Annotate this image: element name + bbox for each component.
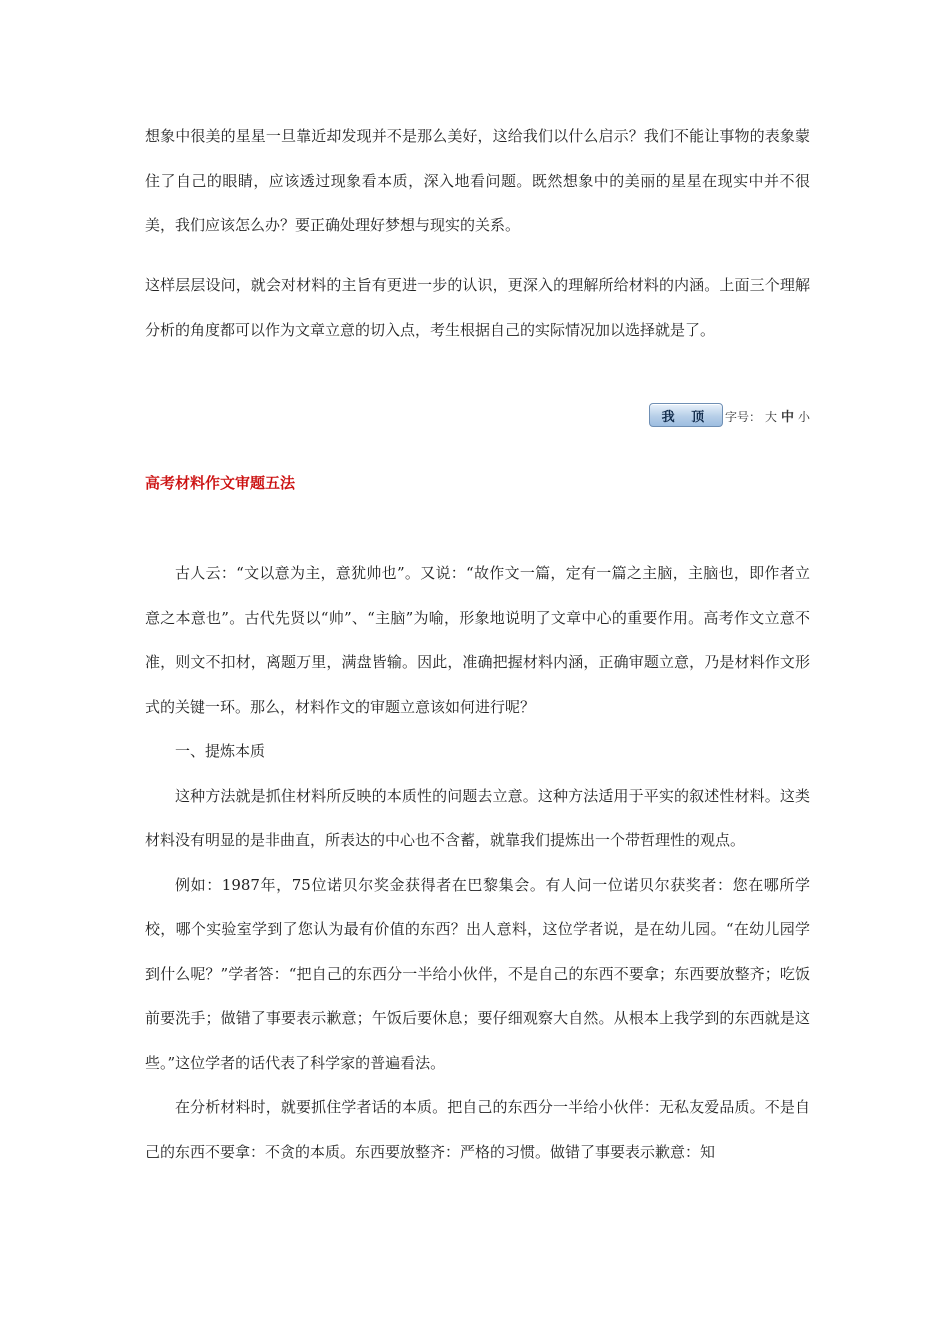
article-paragraph: 在分析材料时，就要抓住学者话的本质。把自己的东西分一半给小伙伴：无私友爱品质。不是自己的东西不要拿：不贪的本质。东西要放整齐：严格的习惯。做错了事要表示歉意：知: [145, 1098, 810, 1161]
article-toolbar: [649, 403, 810, 427]
previous-article-paragraph-1: [145, 114, 810, 248]
paragraph: 想象中很美的星星一旦靠近却发现并不是那么美好，这给我们以什么启示？我们不能让事物的表象蒙住了自己的眼睛，应该透过现象看本质，深入地看问题。既然想象中的美丽的星星在现实中并不很美，我们应该怎么办？要正确处理好梦想与现实的关系。: [145, 127, 810, 234]
article-paragraph: 这种方法就是抓住材料所反映的本质性的问题去立意。这种方法适用于平实的叙述性材料。这类材料没有明显的是非曲直，所表达的中心也不含蓄，就靠我们提炼出一个带哲理性的观点。: [145, 786, 810, 849]
font-size-medium-link[interactable]: 中: [780, 409, 794, 425]
previous-article-paragraph-2: [145, 263, 810, 352]
section-heading: 一、提炼本质: [175, 742, 266, 760]
font-size-selector: [725, 406, 810, 425]
article-paragraph: 古人云：“文以意为主，意犹帅也”。又说：“故作文一篇，定有一篇之主脑，主脑也，即作者立意之本意也”。古代先贤以“帅”、“主脑”为喻，形象地说明了文章中心的重要作用。高考作文立意不准，则文不扣材，离题万里，满盘皆输。因此，准确把握材料内涵，正确审题立意，乃是材料作文形式的关键一环。那么，材料作文的审题立意该如何进行呢？: [145, 564, 810, 716]
article-paragraph: 例如：1987年，75位诺贝尔奖金获得者在巴黎集会。有人问一位诺贝尔获奖者：您在哪所学校，哪个实验室学到了您认为最有价值的东西？出人意料，这位学者说，是在幼儿园。“在幼儿园学到什么呢？”学者答：“把自己的东西分一半给小伙伴，不是自己的东西不要拿；东西要放整齐；吃饭前要洗手；做错了事要表示歉意；午饭后要休息；要仔细观察大自然。从根本上我学到的东西就是这些。”这位学者的话代表了科学家的普遍看法。: [145, 875, 810, 1072]
article-title[interactable]: 高考材料作文审题五法: [145, 474, 296, 492]
upvote-button[interactable]: 我 顶: [649, 403, 723, 427]
font-size-label: 字号：: [724, 409, 761, 424]
font-size-large-link[interactable]: 大: [764, 409, 777, 424]
paragraph: 这样层层设问，就会对材料的主旨有更进一步的认识，更深入的理解所给材料的内涵。上面三个理解分析的角度都可以作为文章立意的切入点，考生根据自己的实际情况加以选择就是了。: [145, 276, 810, 339]
article-body: [145, 551, 810, 1174]
font-size-small-link[interactable]: 小: [797, 409, 810, 424]
